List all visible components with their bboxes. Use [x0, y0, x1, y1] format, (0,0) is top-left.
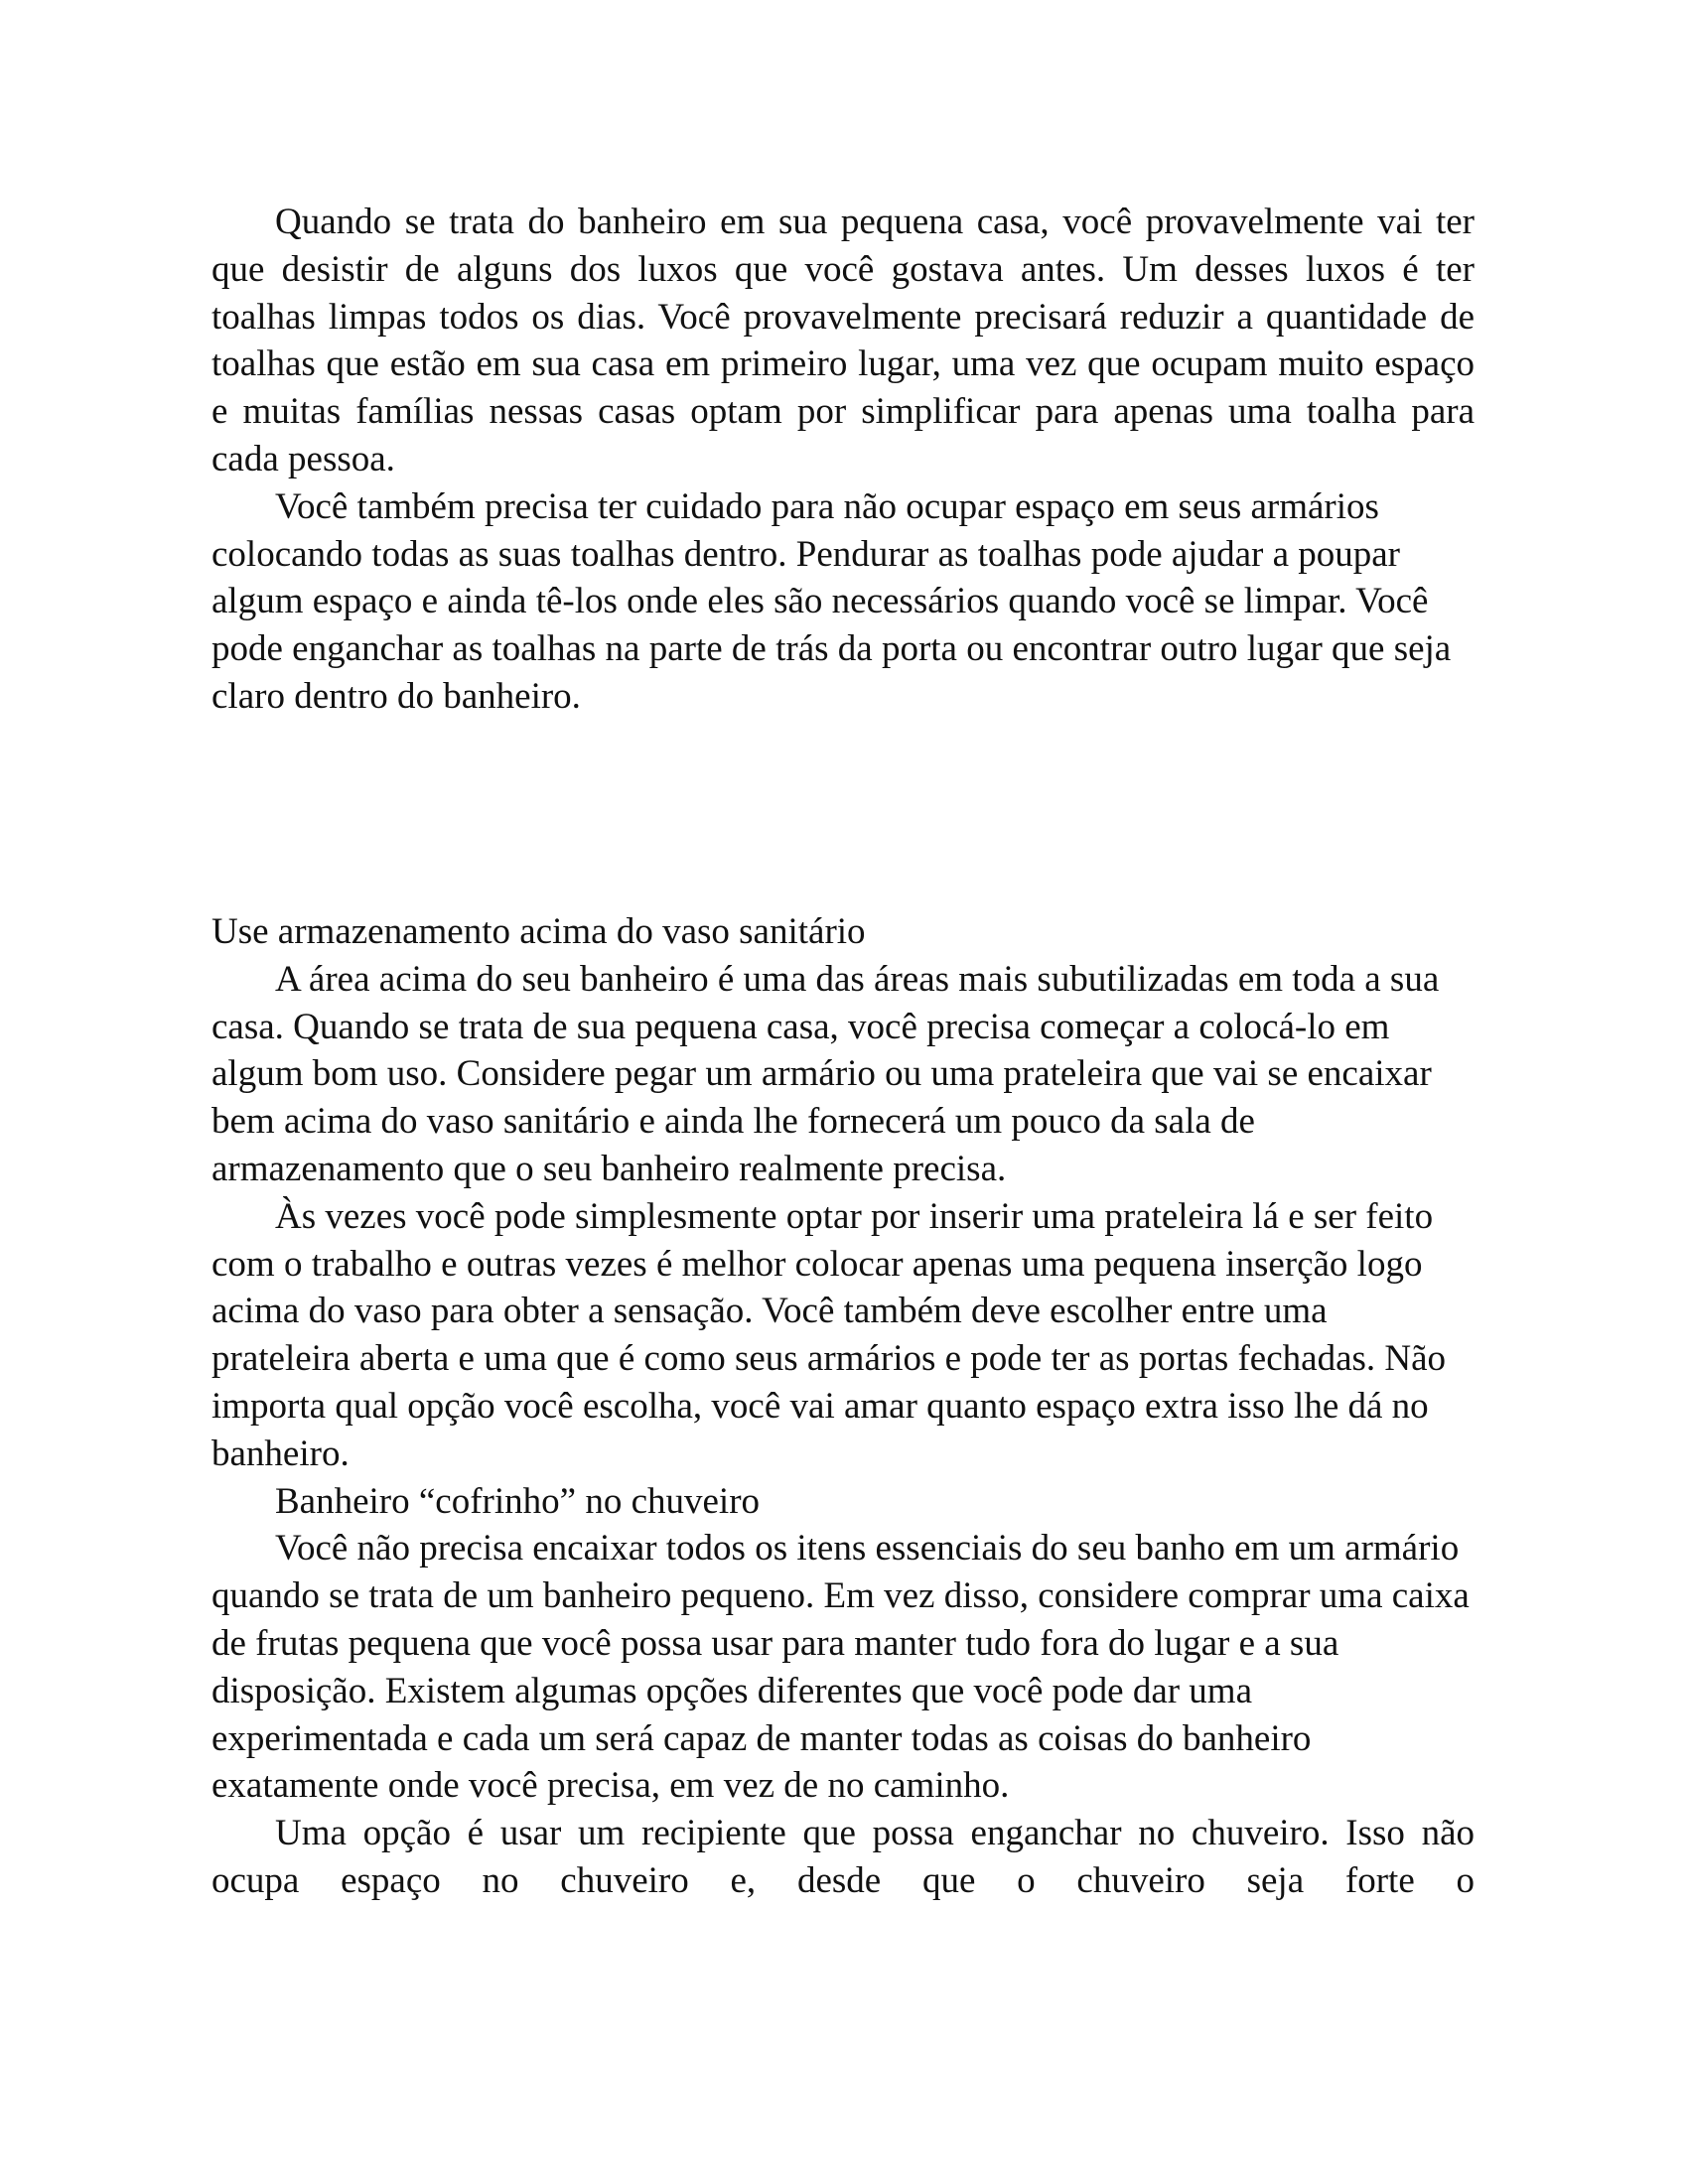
toilet-storage-section: [211, 908, 1475, 1905]
body-paragraph: A área acima do seu banheiro é uma das áreas mais subutilizadas em toda a sua casa. Quando se trata de sua pequena casa, você precisa começar a colocá-lo em algum bom uso. Considere pegar um armário ou uma prateleira que vai se encaixar bem acima do vaso sanitário e ainda lhe fornecerá um pouco da sala de armazenamento que o seu banheiro realmente precisa.: [211, 958, 1440, 1189]
body-paragraph: Às vezes você pode simplesmente optar por inserir uma prateleira lá e ser feito com o trabalho e outras vezes é melhor colocar apenas uma pequena inserção logo acima do vaso para obter a sensação. Você também deve escolher entre uma prateleira aberta e uma que é como seus armários e pode ter as portas fechadas. Não importa qual opção você escolha, você vai amar quanto espaço extra isso lhe dá no banheiro.: [211, 1195, 1447, 1474]
section-heading: Use armazenamento acima do vaso sanitário: [211, 911, 866, 952]
section-subheading: Banheiro “cofrinho” no chuveiro: [275, 1480, 761, 1522]
body-paragraph: Você também precisa ter cuidado para não ocupar espaço em seus armários colocando todas as suas toalhas dentro. Pendurar as toalhas pode ajudar a poupar algum espaço e ainda tê-los onde eles são necessários quando você se limpar. Você pode enganchar as toalhas na parte de trás da porta ou encontrar outro lugar que seja claro dentro do banheiro.: [211, 485, 1452, 717]
body-paragraph: Você não precisa encaixar todos os itens essenciais do seu banho em um armário quando se trata de um banheiro pequeno. Em vez disso, considere comprar uma caixa de frutas pequena que você possa usar para manter tudo fora do lugar e a sua disposição. Existem algumas opções diferentes que você pode dar uma experimentada e cada um será capaz de manter todas as coisas do banheiro exatamente onde você precisa, em vez de no caminho.: [211, 1528, 1470, 1807]
body-paragraph: Uma opção é usar um recipiente que possa enganchar no chuveiro. Isso não ocupa espaço no chuveiro e, desde que o chuveiro seja forte o: [211, 1813, 1475, 1901]
towels-section: [211, 199, 1475, 721]
body-paragraph: Quando se trata do banheiro em sua pequena casa, você provavelmente vai ter que desistir de alguns dos luxos que você gostava antes. Um desses luxos é ter toalhas limpas todos os dias. Você provavelmente precisará reduzir a quantidade de toalhas que estão em sua casa em primeiro lugar, uma vez que ocupam muito espaço e muitas famílias nessas casas optam por simplificar para apenas uma toalha para cada pessoa.: [211, 202, 1475, 479]
